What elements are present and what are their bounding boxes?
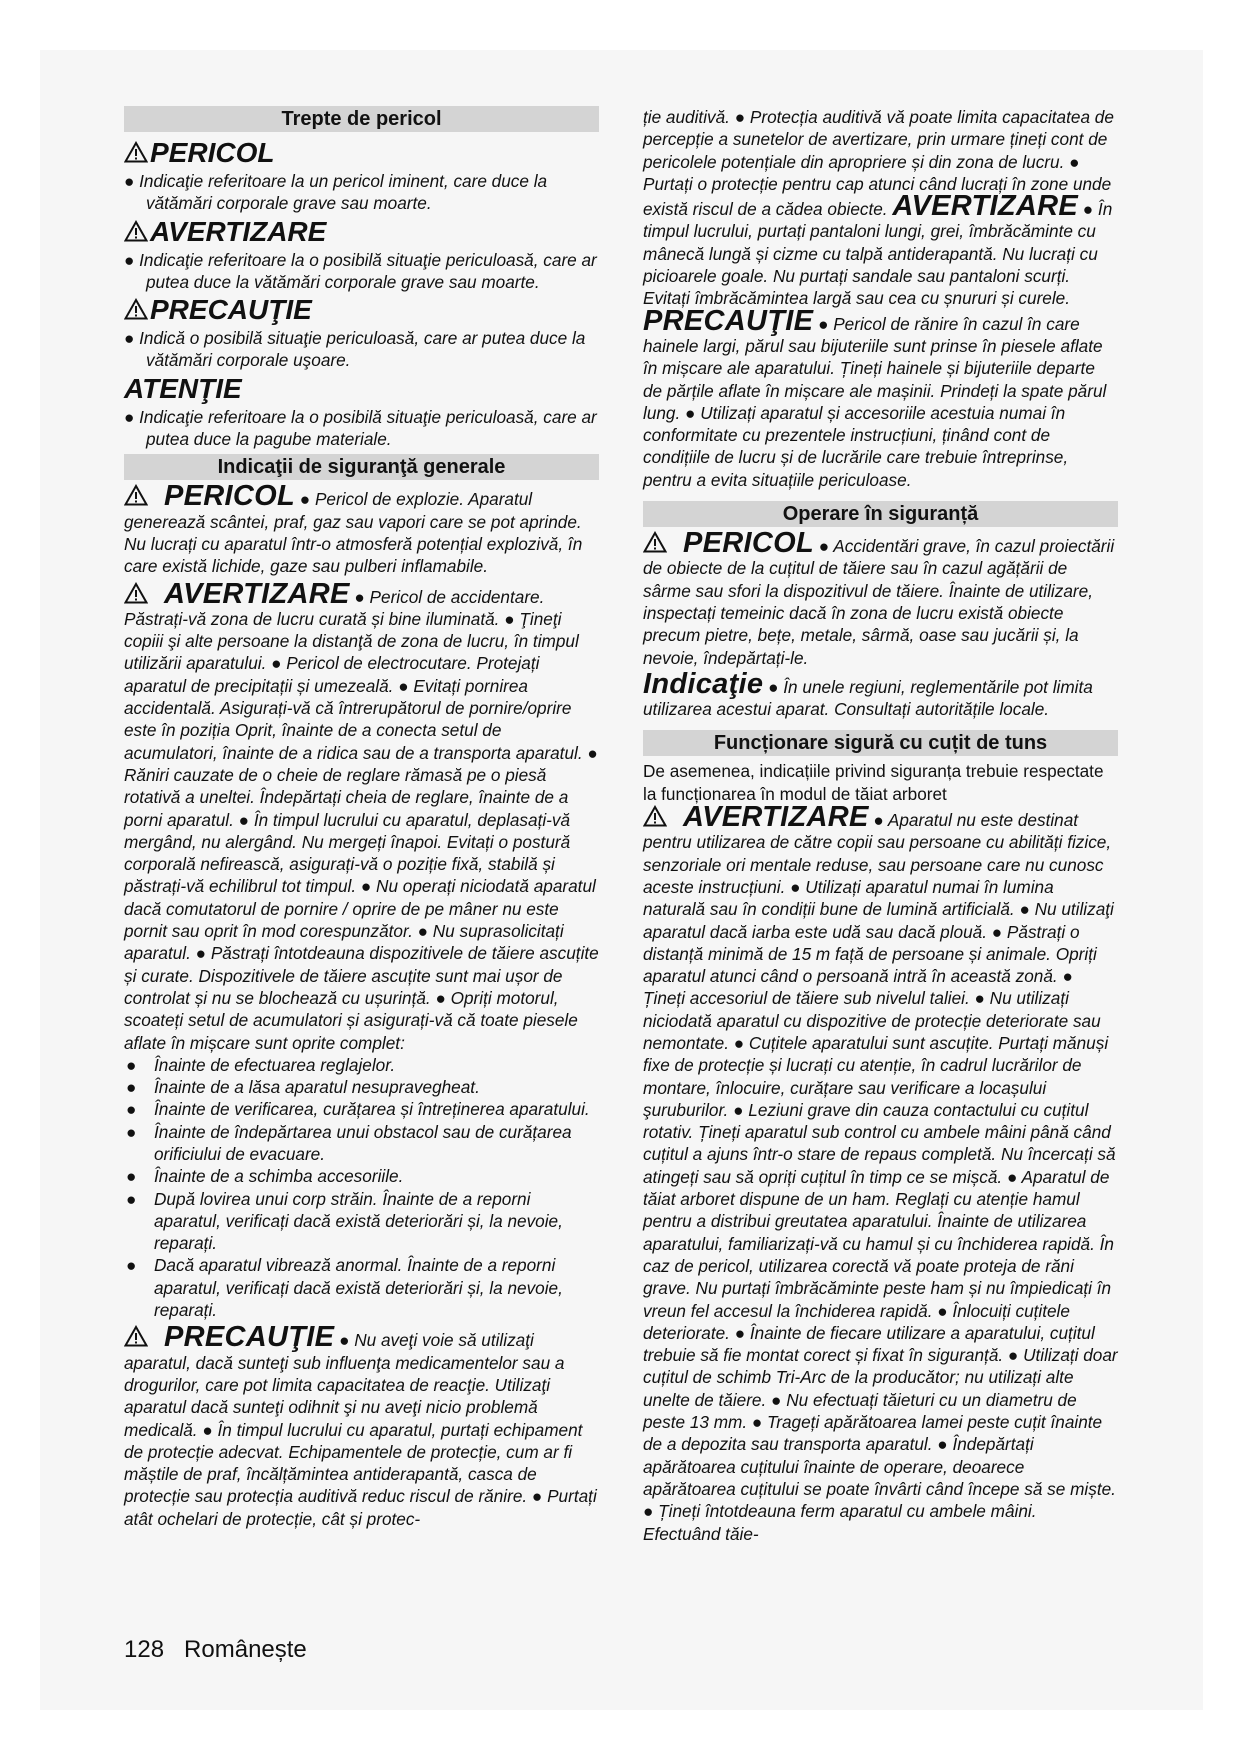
right-column — [643, 106, 1118, 1545]
level-atentie-text: ● Indicaţie referitoare la o posibilă situaţie periculoasă, care ar putea duce la pagube materiale. — [124, 406, 597, 450]
operare-pericol-paragraph: PERICOL ● Accidentări grave, în cazul proiectării de obiecte de la cuțitul de tăiere sau în cazul agățării de sârme sau sfori la dispozitivul de tăiere. Înainte de utilizare, inspectați temeinic dacă în zona de lucru există obiecte precum pietre, bețe, metale, sârmă, oase sau jucării și, la nevoie, îndepărtați-le. — [643, 527, 1115, 668]
level-avertizare-title: AVERTIZARE — [124, 215, 599, 249]
level-avertizare-text: ● Indicaţie referitoare la o posibilă situaţie periculoasă, care ar putea duce la vătămări corporale grave sau moarte. — [124, 249, 597, 292]
warning-triangle-icon — [124, 1325, 148, 1347]
page-footer — [124, 1636, 327, 1664]
level-atentie-title: ATENŢIE — [124, 372, 242, 404]
list-item: ● Înainte de verificarea, curățarea și întreținerea aparatului. — [126, 1099, 590, 1120]
list-item: ● Înainte de a lăsa aparatul nesupravegheat. — [126, 1077, 480, 1098]
left-column — [124, 106, 599, 1530]
heading-operare-in-siguranta: Operare în siguranță — [643, 501, 1118, 527]
continued-protection-paragraph: ție auditivă. ● Protecția auditivă vă poate limita capacitatea de percepție a sunetelor de avertizare, prin urmare țineți cont de pericolele potențiale din apropriere și din zona de lucru. ● Purtați o protecție pentru cap atunci când lucrați în zone unde există riscul de a cădea obiecte. AVERTIZARE ● În timpul lucrului, purtați pantaloni lungi, grei, îmbrăcăminte cu mânecă lungă și cizme cu talpă antiderapantă. Nu lucrați cu picioarele goale. Nu purtați sandale sau pantaloni scurți. Evitați îmbrăcămintea largă sau cea cu șnururi și curele. PRECAUŢIE ● Pericol de rănire în cazul în care hainele largi, părul sau bijuteriile sunt prinse în piesele aflate în mișcare ale aparatului. Țineți hainele și bijuteriile departe de părțile aflate în mișcare ale mașinii. Prindeți la spate părul lung. ● Utilizați aparatul și accesoriile acestuia numai în conformitate cu prezentele instrucțiuni, ținând cont de condițiile de lucru și de lucrările care trebuie întreprinse, pentru a evita situațiile periculoase. — [643, 107, 1114, 490]
heading-indicatii-generale: Indicaţii de siguranţă generale — [124, 454, 599, 480]
inline-precautie: PRECAUŢIE — [643, 304, 814, 337]
list-item: ● Dacă aparatul vibrează anormal. Înainte de a reporni aparatul, verificați dacă există deteriorări și, la nevoie, reparați. — [126, 1255, 563, 1321]
inline-avertizare: AVERTIZARE — [892, 190, 1078, 223]
general-precautie-paragraph: PRECAUŢIE ● Nu aveţi voie să utilizaţi aparatul, dacă sunteţi sub influenţa medicamentelor sau a drogurilor, care pot limita capacitatea de reacţie. Utilizaţi aparatul dacă sunteţi odihnit şi nu aveţi nicio problemă medicală. ● În timpul lucrului cu aparatul, purtați echipament de protecție adecvat. Echipamentele de protecție, cum ar fi măștile de praf, încălțămintea antiderapantă, casca de protecție sau protecția auditivă reduc riscul de rănire. ● Purtați atât ochelari de protecție, cât și protec- — [124, 1321, 597, 1529]
level-precautie-text: ● Indică o posibilă situaţie periculoasă, care ar putea duce la vătămări corporale uşoare. — [124, 328, 586, 371]
indicatie-paragraph: Indicaţie ● În unele regiuni, reglementările pot limita utilizarea acestui aparat. Consultați autoritățile locale. — [643, 667, 1093, 720]
heading-trepte-de-pericol: Trepte de pericol — [124, 106, 599, 132]
warning-triangle-icon — [643, 531, 667, 553]
warning-triangle-icon — [124, 220, 148, 242]
list-item: ● Înainte de îndepărtarea unui obstacol sau de curățarea orificiului de evacuare. — [126, 1121, 572, 1164]
page-number: 128 — [124, 1636, 165, 1663]
warning-triangle-icon — [643, 805, 667, 827]
warning-triangle-icon — [124, 298, 148, 320]
level-precautie-title: PRECAUŢIE — [124, 293, 599, 327]
warning-triangle-icon — [124, 582, 148, 604]
list-item: ● Înainte de efectuarea reglajelor. — [126, 1054, 396, 1075]
functionare-intro: De asemenea, indicațiile privind siguranța trebuie respectate la funcționarea în modul de tăiat arboret — [643, 761, 1104, 804]
level-pericol-title: PERICOL — [124, 136, 599, 170]
heading-functionare-sigura: Funcționare sigură cu cuțit de tuns — [643, 730, 1118, 756]
warning-triangle-icon — [124, 141, 148, 163]
before-actions-list — [124, 1054, 599, 1322]
list-item: ● Înainte de a schimba accesoriile. — [126, 1166, 404, 1187]
list-item: ● După lovirea unui corp străin. Înainte de a reporni aparatul, verificați dacă există deteriorări și, la nevoie, reparați. — [126, 1188, 563, 1254]
language-label: Românește — [184, 1636, 307, 1663]
general-pericol-paragraph: PERICOL ● Pericol de explozie. Aparatul generează scântei, praf, gaz sau vapori care se pot aprinde. Nu lucrați cu aparatul într-o atmosferă potențial explozivă, în care există lichide, gaze sau pulberi inflamabile. — [124, 480, 583, 577]
functionare-avertizare-paragraph: AVERTIZARE ● Aparatul nu este destinat pentru utilizarea de către copii sau persoane cu abilități fizice, senzoriale ori mentale reduse, sau persoane care nu cunosc aceste instrucțiuni. ● Utilizați aparatul numai în lumina naturală sau în condiții bune de lumină artificială. ● Nu utilizaţi aparatul dacă iarba este udă sau dacă plouă. ● Păstrați o distanță minimă de 15 m față de persoane și animale. Opriți aparatul atunci când o persoană intră în această zonă. ● Țineți accesoriul de tăiere sub nivelul taliei. ● Nu utilizați niciodată aparatul cu dispozitive de protecție deteriorate sau nemontate. ● Cuțitele aparatului sunt ascuțite. Purtați mănuși fixe de protecție și lucrați cu atenție, în cadrul lucrărilor de montare, înlocuire, curățare sau verificare a locașului şuruburilor. ● Leziuni grave din cauza contactului cu cuțitul rotativ. Țineți aparatul sub control cu ambele mâini până când cuțitul a ajuns într-o stare de repaus completă. Nu încercați să atingeți sau să opriți cuțitul în timp ce se mișcă. ● Aparatul de tăiat arboret dispune de un ham. Reglați cu atenție hamul pentru a distribui greutatea aparatului. Înainte de utilizarea aparatului, familiarizați-vă cu hamul și cu închiderea rapidă. În caz de pericol, utilizarea corectă vă poate proteja de răni grave. Nu purtați îmbrăcăminte peste ham și nu împiedicați în vreun fel accesul la închiderea rapidă. ● Înlocuiți cuțitele deteriorate. ● Înainte de fiecare utilizare a aparatului, cuțitul trebuie să fie montat corect și fixat în siguranță. ● Utilizați doar cuțitul de schimb Tri-Arc de la producător; nu utilizați alte unelte de tăiere. ● Nu efectuați tăieturi cu un diametru de peste 13 mm. ● Trageți apărătoarea lamei peste cuțit înainte de a depozita sau transporta aparatul. ● Îndepărtați apărătoarea cuțitului înainte de operare, deoarece apărătoarea cuțitului se poate învârti când începe să se miște. ● Țineți întotdeauna ferm aparatul cu ambele mâini. Efectuând tăie- — [643, 801, 1118, 1544]
level-pericol-text: ● Indicaţie referitoare la un pericol iminent, care duce la vătămări corporale grave sau moarte. — [124, 171, 548, 214]
general-avertizare-paragraph: AVERTIZARE ● Pericol de accidentare. Păstrați-vă zona de lucru curată și bine iluminată. ● Ţineţi copiii şi alte persoane la distanţă de zona de lucru, în timpul utilizării aparatului. ● Pericol de electrocutare. Protejați aparatul de precipitații și umezeală. ● Evitați pornirea accidentală. Asigurați-vă că întrerupătorul de pornire/oprire este în poziția Oprit, înainte de a conecta setul de acumulatori, înainte de a ridica sau de a transporta aparatul. ● Răniri cauzate de o cheie de reglare rămasă pe o piesă rotativă a uneltei. Îndepărtați cheia de reglare, înainte de a porni aparatul. ● În timpul lucrului cu aparatul, deplasați-vă mergând, nu alergând. Nu mergeți înapoi. Evitați o postură corporală nefirească, asigurați-vă o poziție fixă, stabilă și păstrați-vă echilibrul tot timpul. ● Nu operați niciodată aparatul dacă comutatorul de pornire / oprire de pe mâner nu este pornit sau oprit în mod corespunzător. ● Nu suprasolicitați aparatul. ● Păstrați întotdeauna dispozitivele de tăiere ascuțite și curate. Dispozitivele de tăiere ascuțite sunt mai ușor de controlat și nu se blochează cu ușurință. ● Opriți motorul, scoateți setul de acumulatori și asigurați-vă că toate piesele aflate în mișcare sunt oprite complet: — [124, 577, 599, 1053]
warning-triangle-icon — [124, 484, 148, 506]
